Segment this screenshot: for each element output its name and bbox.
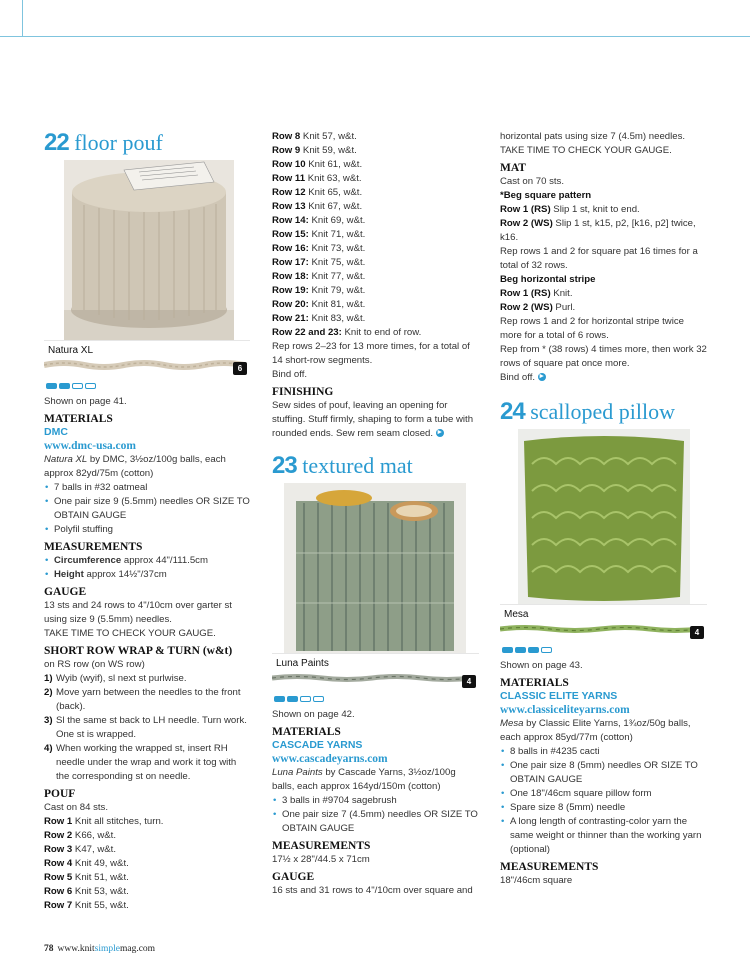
project-title-22: 22 floor pouf [44, 129, 163, 156]
wrap-turn-sub: on RS row (on WS row) [44, 659, 145, 670]
yarn-weight-badge: 6 [233, 362, 247, 375]
project-title-23: 23 textured mat [272, 452, 413, 479]
row-instruction: Row 19: Knit 79, w&t. [272, 285, 366, 296]
material-item: • A long length of contrasting-color yarn the same weight or thinner than the working yarn (optional) [500, 815, 707, 857]
pouf-illustration [64, 160, 234, 340]
yarn-description: Mesa by Classic Elite Yarns, 1¾oz/50g balls, each approx 85yd/77m (cotton) [500, 718, 691, 743]
skill-level-meter [274, 696, 479, 702]
material-item: • 3 balls in #9704 sagebrush [272, 794, 479, 808]
materials-heading: MATERIALS [44, 413, 113, 425]
page-footer: 78 www.knitsimplemag.com [44, 944, 156, 954]
brand-url[interactable]: www.cascadeyarns.com [272, 753, 388, 765]
row-instruction: Row 13 Knit 67, w&t. [272, 201, 363, 212]
measurements-heading: MEASUREMENTS [500, 861, 599, 873]
yarn-weight-badge: 4 [462, 675, 476, 688]
yarn-sample-natura [44, 340, 250, 379]
end-mark-icon: ► [436, 429, 444, 437]
finishing-text: Sew sides of pouf, leaving an opening for stuffing. Stuff firmly, shaping to form a tube with rounded ends. Sew rem seam closed. ► [272, 400, 474, 439]
brand-name: DMC [44, 426, 68, 438]
wrap-turn-heading: SHORT ROW WRAP & TURN (w&t) [44, 645, 233, 657]
material-item: • Polyfil stuffing [44, 523, 250, 537]
brand-name: CASCADE YARNS [272, 739, 363, 751]
row-instruction: Row 16: Knit 73, w&t. [272, 243, 366, 254]
project-title-24: 24 scalloped pillow [500, 398, 676, 425]
pouf-cast-on: Cast on 84 sts. [44, 802, 108, 813]
page-number: 78 [44, 944, 54, 954]
row-instruction: Row 9 Knit 59, w&t. [272, 145, 357, 156]
gauge-text: 16 sts and 31 rows to 4"/10cm over square and [272, 885, 473, 896]
column-2 [272, 130, 479, 898]
row-instruction: Row 21: Knit 83, w&t. [272, 313, 366, 324]
gauge-check: TAKE TIME TO CHECK YOUR GAUGE. [500, 145, 672, 156]
yarn-weight-badge: 4 [690, 626, 704, 639]
brand-url[interactable]: www.classiceliteyarns.com [500, 704, 630, 716]
row-instruction: Row 7 Knit 55, w&t. [44, 900, 129, 911]
header-rule [0, 36, 750, 37]
end-mark-icon: ► [538, 373, 546, 381]
column-1 [44, 130, 250, 913]
step-item: 1) Wyib (wyif), sl next st purlwise. [44, 673, 187, 684]
material-item: • 7 balls in #32 oatmeal [44, 481, 250, 495]
yarn-label: Luna Paints [276, 658, 329, 669]
square-pattern-heading: *Beg square pattern [500, 190, 592, 201]
yarn-sample-mesa [500, 604, 707, 643]
pouf-heading: POUF [44, 788, 76, 800]
brand-url[interactable]: www.dmc-usa.com [44, 440, 136, 452]
yarn-strand [272, 654, 479, 692]
row-instruction: Row 10 Knit 61, w&t. [272, 159, 363, 170]
gauge-text: 13 sts and 24 rows to 4"/10cm over garter st using size 9 (5.5mm) needles. [44, 600, 232, 625]
row-instruction: Row 6 Knit 53, w&t. [44, 886, 129, 897]
gauge-continued: horizontal pats using size 7 (4.5m) needles. [500, 131, 686, 142]
row-instruction: Row 17: Knit 75, w&t. [272, 257, 366, 268]
repeat-text: Rep rows 2–23 for 13 more times, for a total of 14 short-row segments. [272, 341, 470, 366]
yarn-label: Natura XL [48, 345, 94, 356]
corner-rule [22, 0, 23, 37]
step-item: 4) When working the wrapped st, insert RH needle under the wrap and work it tog with the corresponding st on needle. [44, 743, 237, 782]
gauge-heading: GAUGE [272, 871, 315, 883]
repeat-from: Rep from * (38 rows) 4 times more, then work 32 rows of square pat once more. [500, 344, 707, 369]
row-instruction: Row 3 K47, w&t. [44, 844, 116, 855]
yarn-label: Mesa [504, 609, 529, 620]
yarn-description: Luna Paints by Cascade Yarns, 3½oz/100g balls, each approx 164yd/150m (cotton) [272, 767, 456, 792]
step-item: 2) Move yarn between the needles to the front (back). [44, 687, 241, 712]
row-instruction: Row 1 Knit all stitches, turn. [44, 816, 164, 827]
pouf-photo [64, 160, 234, 340]
skill-level-meter [502, 647, 707, 653]
gauge-check: TAKE TIME TO CHECK YOUR GAUGE. [44, 628, 216, 639]
row-instruction: Row 8 Knit 57, w&t. [272, 131, 357, 142]
material-item: • One pair size 9 (5.5mm) needles OR SIZE TO OBTAIN GAUGE [44, 495, 250, 523]
materials-heading: MATERIALS [272, 726, 341, 738]
material-item: • Spare size 8 (5mm) needle [500, 801, 707, 815]
shown-on-page: Shown on page 43. [500, 660, 583, 671]
yarn-strand [44, 341, 250, 379]
material-item: • 8 balls in #4235 cacti [500, 745, 707, 759]
row-instruction: Row 14: Knit 69, w&t. [272, 215, 366, 226]
material-item: • One 18"/46cm square pillow form [500, 787, 707, 801]
row-instruction: Row 2 (WS) Slip 1 st, k15, p2, [k16, p2] twice, k16. [500, 218, 696, 243]
bind-off: Bind off. [272, 369, 308, 380]
mat-illustration [284, 483, 466, 653]
yarn-description: Natura XL by DMC, 3½oz/100g balls, each approx 82yd/75m (cotton) [44, 454, 226, 479]
material-item: • One pair size 7 (4.5mm) needles OR SIZE TO OBTAIN GAUGE [272, 808, 479, 836]
material-item: • One pair size 8 (5mm) needles OR SIZE TO OBTAIN GAUGE [500, 759, 707, 787]
gauge-heading: GAUGE [44, 586, 87, 598]
mat-photo [284, 483, 466, 653]
shown-on-page: Shown on page 42. [272, 709, 355, 720]
finishing-heading: FINISHING [272, 386, 334, 398]
row-instruction: Row 2 K66, w&t. [44, 830, 116, 841]
row-instruction: Row 2 (WS) Purl. [500, 302, 576, 313]
yarn-strand [500, 605, 707, 643]
square-repeat: Rep rows 1 and 2 for square pat 16 times for a total of 32 rows. [500, 246, 698, 271]
skill-level-meter [46, 383, 250, 389]
materials-heading: MATERIALS [500, 677, 569, 689]
pillow-photo [518, 429, 690, 604]
measurement-item: • Height approx 14½"/37cm [44, 568, 250, 582]
stripe-heading: Beg horizontal stripe [500, 274, 596, 285]
mat-heading: MAT [500, 162, 526, 174]
column-3 [500, 130, 707, 888]
shown-on-page: Shown on page 41. [44, 396, 127, 407]
row-instruction: Row 20: Knit 81, w&t. [272, 299, 366, 310]
stripe-repeat: Rep rows 1 and 2 for horizontal stripe twice more for a total of 6 rows. [500, 316, 684, 341]
row-instruction: Row 4 Knit 49, w&t. [44, 858, 129, 869]
measurements-text: 18"/46cm square [500, 875, 573, 886]
row-instruction: Row 22 and 23: Knit to end of row. [272, 327, 422, 338]
row-instruction: Row 1 (RS) Slip 1 st, knit to end. [500, 204, 640, 215]
measurement-item: • Circumference approx 44"/111.5cm [44, 554, 250, 568]
measurements-text: 17½ x 28"/44.5 x 71cm [272, 854, 370, 865]
row-instruction: Row 15: Knit 71, w&t. [272, 229, 366, 240]
row-instruction: Row 5 Knit 51, w&t. [44, 872, 129, 883]
yarn-sample-luna [272, 653, 479, 692]
bind-off: Bind off. ► [500, 372, 546, 383]
measurements-heading: MEASUREMENTS [44, 541, 143, 553]
row-instruction: Row 1 (RS) Knit. [500, 288, 573, 299]
row-instruction: Row 18: Knit 77, w&t. [272, 271, 366, 282]
mat-cast-on: Cast on 70 sts. [500, 176, 564, 187]
measurements-heading: MEASUREMENTS [272, 840, 371, 852]
row-instruction: Row 11 Knit 63, w&t. [272, 173, 362, 184]
row-instruction: Row 12 Knit 65, w&t. [272, 187, 363, 198]
step-item: 3) Sl the same st back to LH needle. Turn work. One st is wrapped. [44, 715, 247, 740]
brand-name: CLASSIC ELITE YARNS [500, 690, 618, 702]
pillow-illustration [518, 429, 690, 604]
